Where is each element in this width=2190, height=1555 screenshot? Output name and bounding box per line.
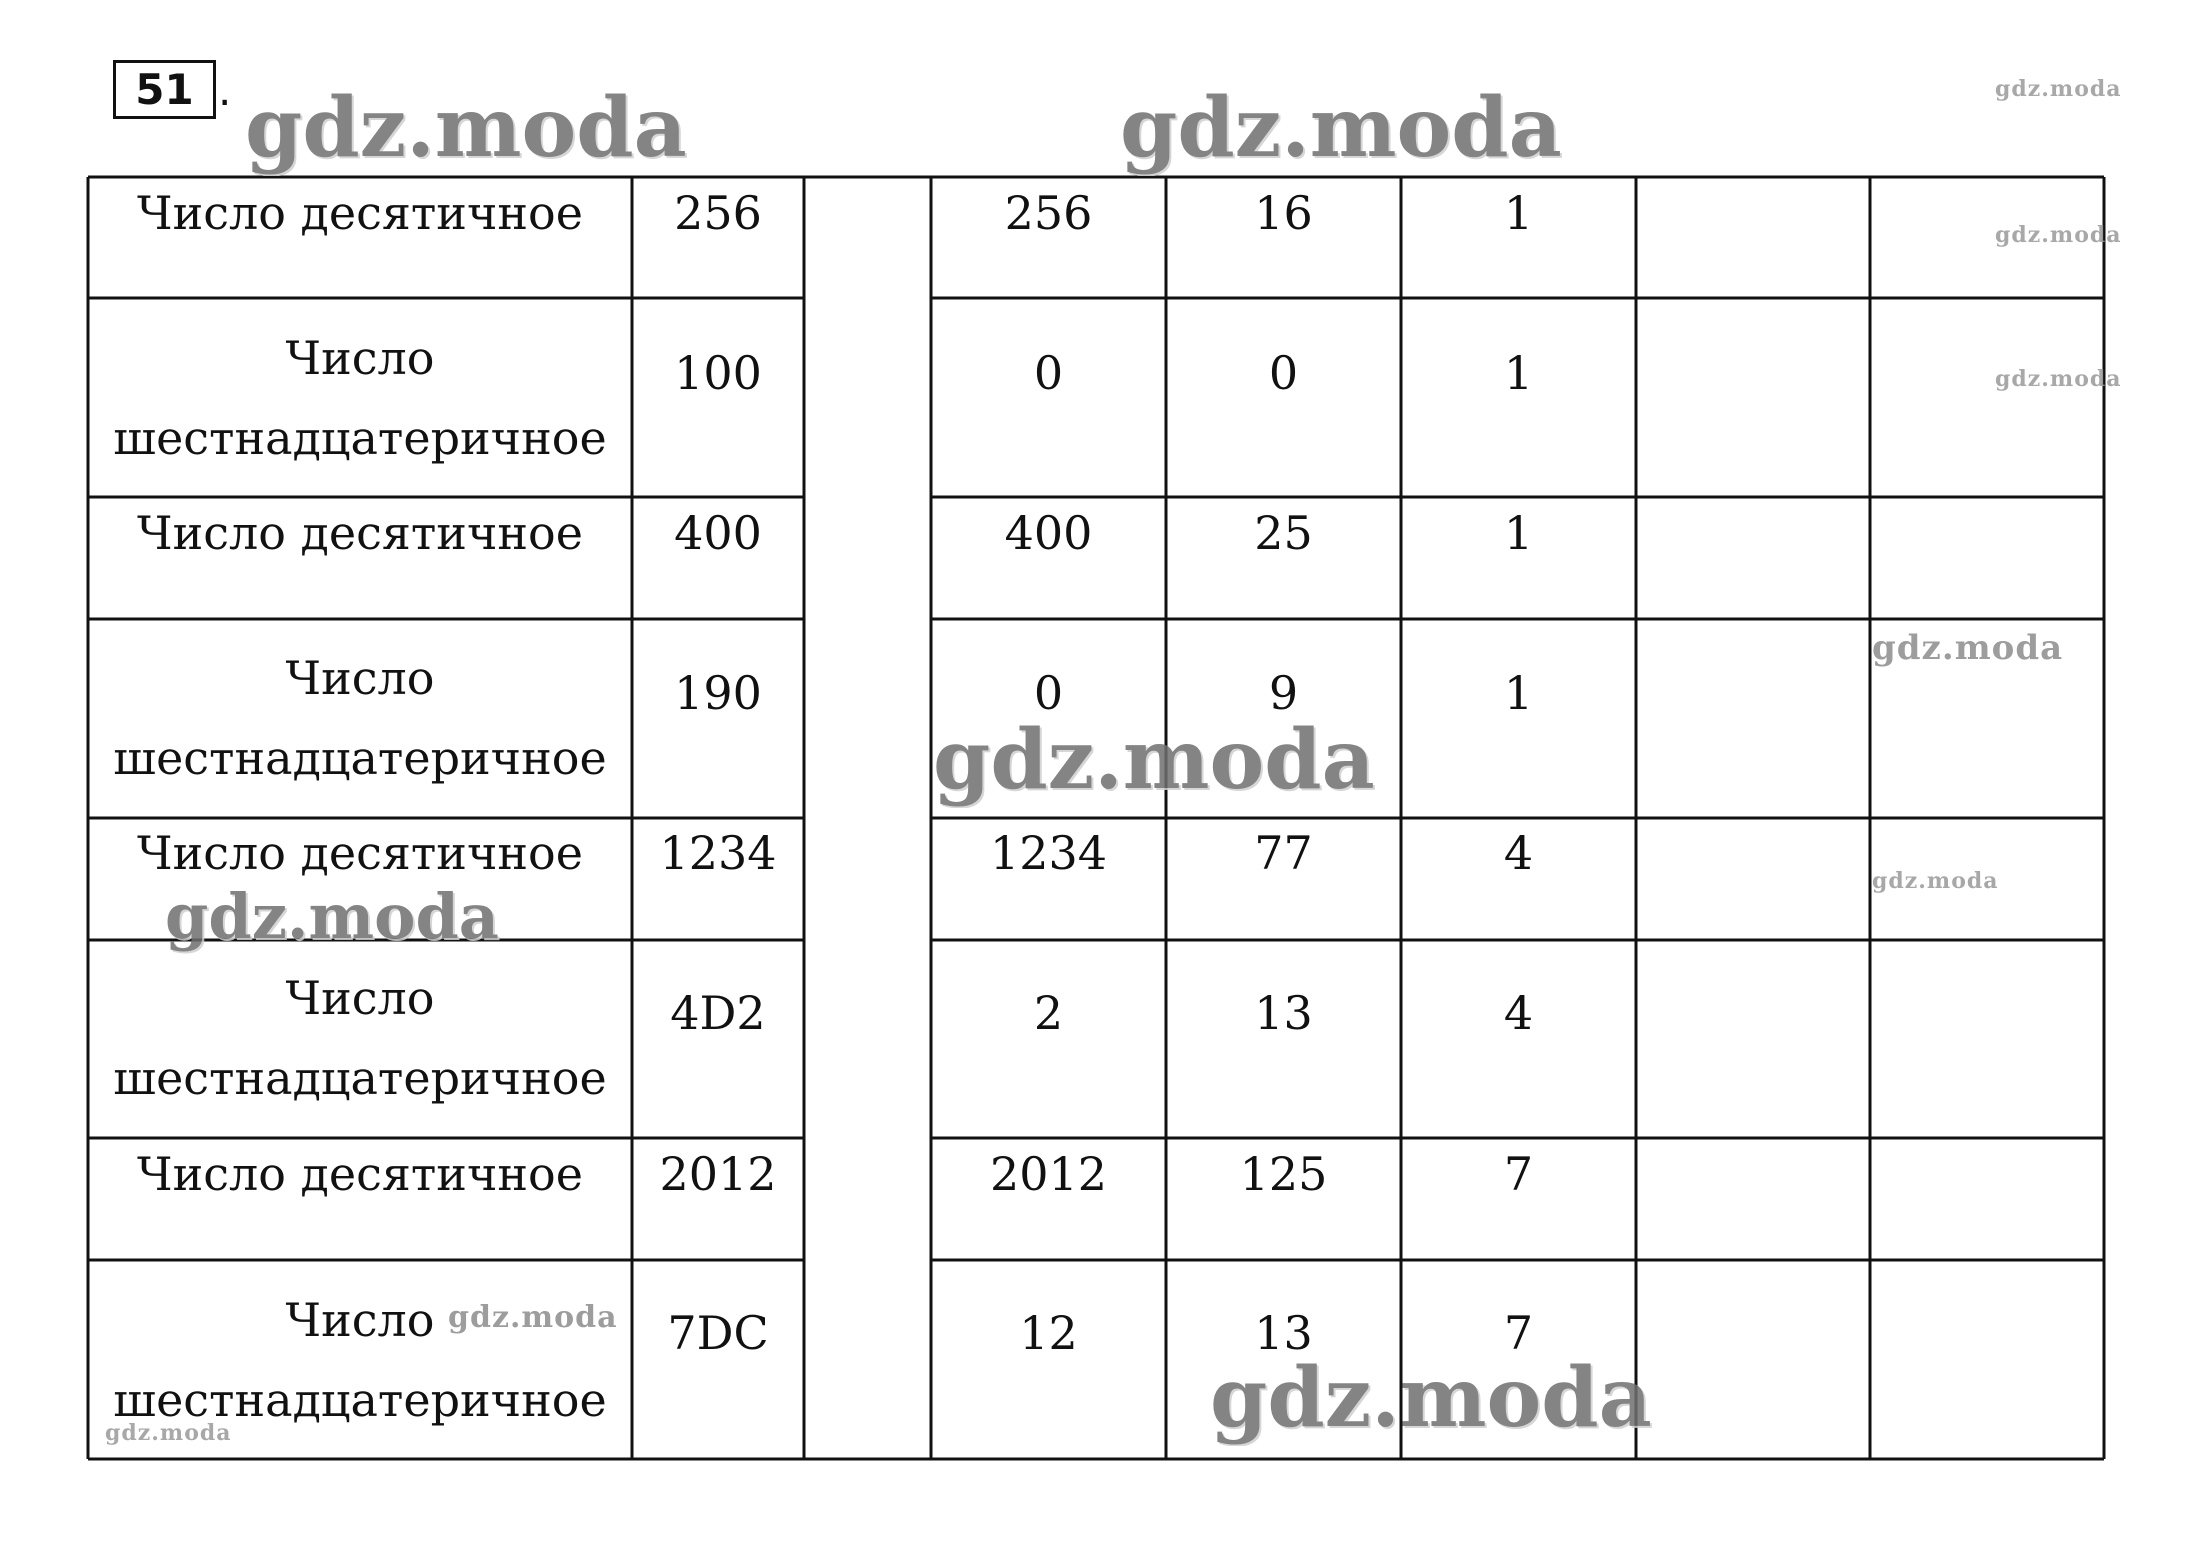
row-5-col2: 77 (1254, 826, 1313, 880)
row-1-col3: 1 (1503, 186, 1534, 240)
row-8-label: Число шестнадцатеричное (113, 1293, 607, 1427)
row-4-value: 190 (674, 666, 762, 720)
row-7-value: 2012 (659, 1147, 777, 1201)
row-3-col3: 1 (1503, 506, 1534, 560)
watermark: gdz.moda (165, 880, 499, 953)
watermark: gdz.moda (1120, 80, 1562, 176)
row-5-col1: 1234 (989, 826, 1108, 880)
row-2-col3: 1 (1503, 346, 1534, 400)
task-number: 51 (135, 65, 194, 114)
task-number-dot: . (218, 66, 232, 115)
row-1-col1: 256 (1004, 186, 1093, 240)
row-1-value: 256 (674, 186, 762, 240)
row-2-col2: 0 (1268, 346, 1299, 400)
watermark: gdz.moda (1995, 222, 2122, 248)
row-4-col1: 0 (1033, 666, 1064, 720)
watermark: gdz.moda (245, 80, 687, 176)
row-8-col2: 13 (1254, 1306, 1313, 1360)
watermark: gdz.moda (1995, 366, 2122, 392)
watermark: gdz.moda (1995, 76, 2122, 102)
row-3-label: Число десятичное (137, 506, 583, 560)
row-2-value: 100 (674, 346, 762, 400)
row-2-label: Число шестнадцатеричное (113, 331, 607, 465)
row-7-col3: 7 (1503, 1147, 1534, 1201)
row-1-label (88, 177, 632, 298)
row-8-value: 7DC (667, 1306, 769, 1360)
row-6-label: Число шестнадцатеричное (113, 971, 607, 1105)
row-8-col1: 12 (1019, 1306, 1078, 1360)
row-3-col1: 400 (1004, 506, 1093, 560)
watermark: gdz.moda (1872, 628, 2064, 668)
row-7-col1: 2012 (989, 1147, 1108, 1201)
task-number-box (113, 60, 216, 119)
row-7-col2: 125 (1239, 1147, 1328, 1201)
row-4-col3: 1 (1503, 666, 1534, 720)
row-2-col1: 0 (1033, 346, 1064, 400)
watermark: gdz.moda (1210, 1350, 1652, 1446)
row-1-col2: 16 (1254, 186, 1313, 240)
row-3-value: 400 (674, 506, 762, 560)
watermark: gdz.moda (1872, 868, 1999, 894)
row-7-label: Число десятичное (137, 1147, 583, 1201)
row-6-col2: 13 (1254, 986, 1313, 1040)
watermark: gdz.moda (448, 1300, 618, 1335)
watermark: gdz.moda (933, 712, 1375, 808)
row-4-col2: 9 (1268, 666, 1299, 720)
row-3-col2: 25 (1254, 506, 1313, 560)
row-4-label: Число шестнадцатеричное (113, 651, 607, 785)
row-5-col3: 4 (1503, 826, 1534, 880)
row-6-col1: 2 (1033, 986, 1064, 1040)
row-6-value: 4D2 (670, 986, 766, 1040)
row-8-col3: 7 (1503, 1306, 1534, 1360)
row-5-value: 1234 (659, 826, 777, 880)
row-6-col3: 4 (1503, 986, 1534, 1040)
watermark: gdz.moda (105, 1420, 232, 1446)
row-5-label: Число десятичное (137, 826, 583, 880)
row-label-text: Число десятичное (137, 186, 583, 240)
